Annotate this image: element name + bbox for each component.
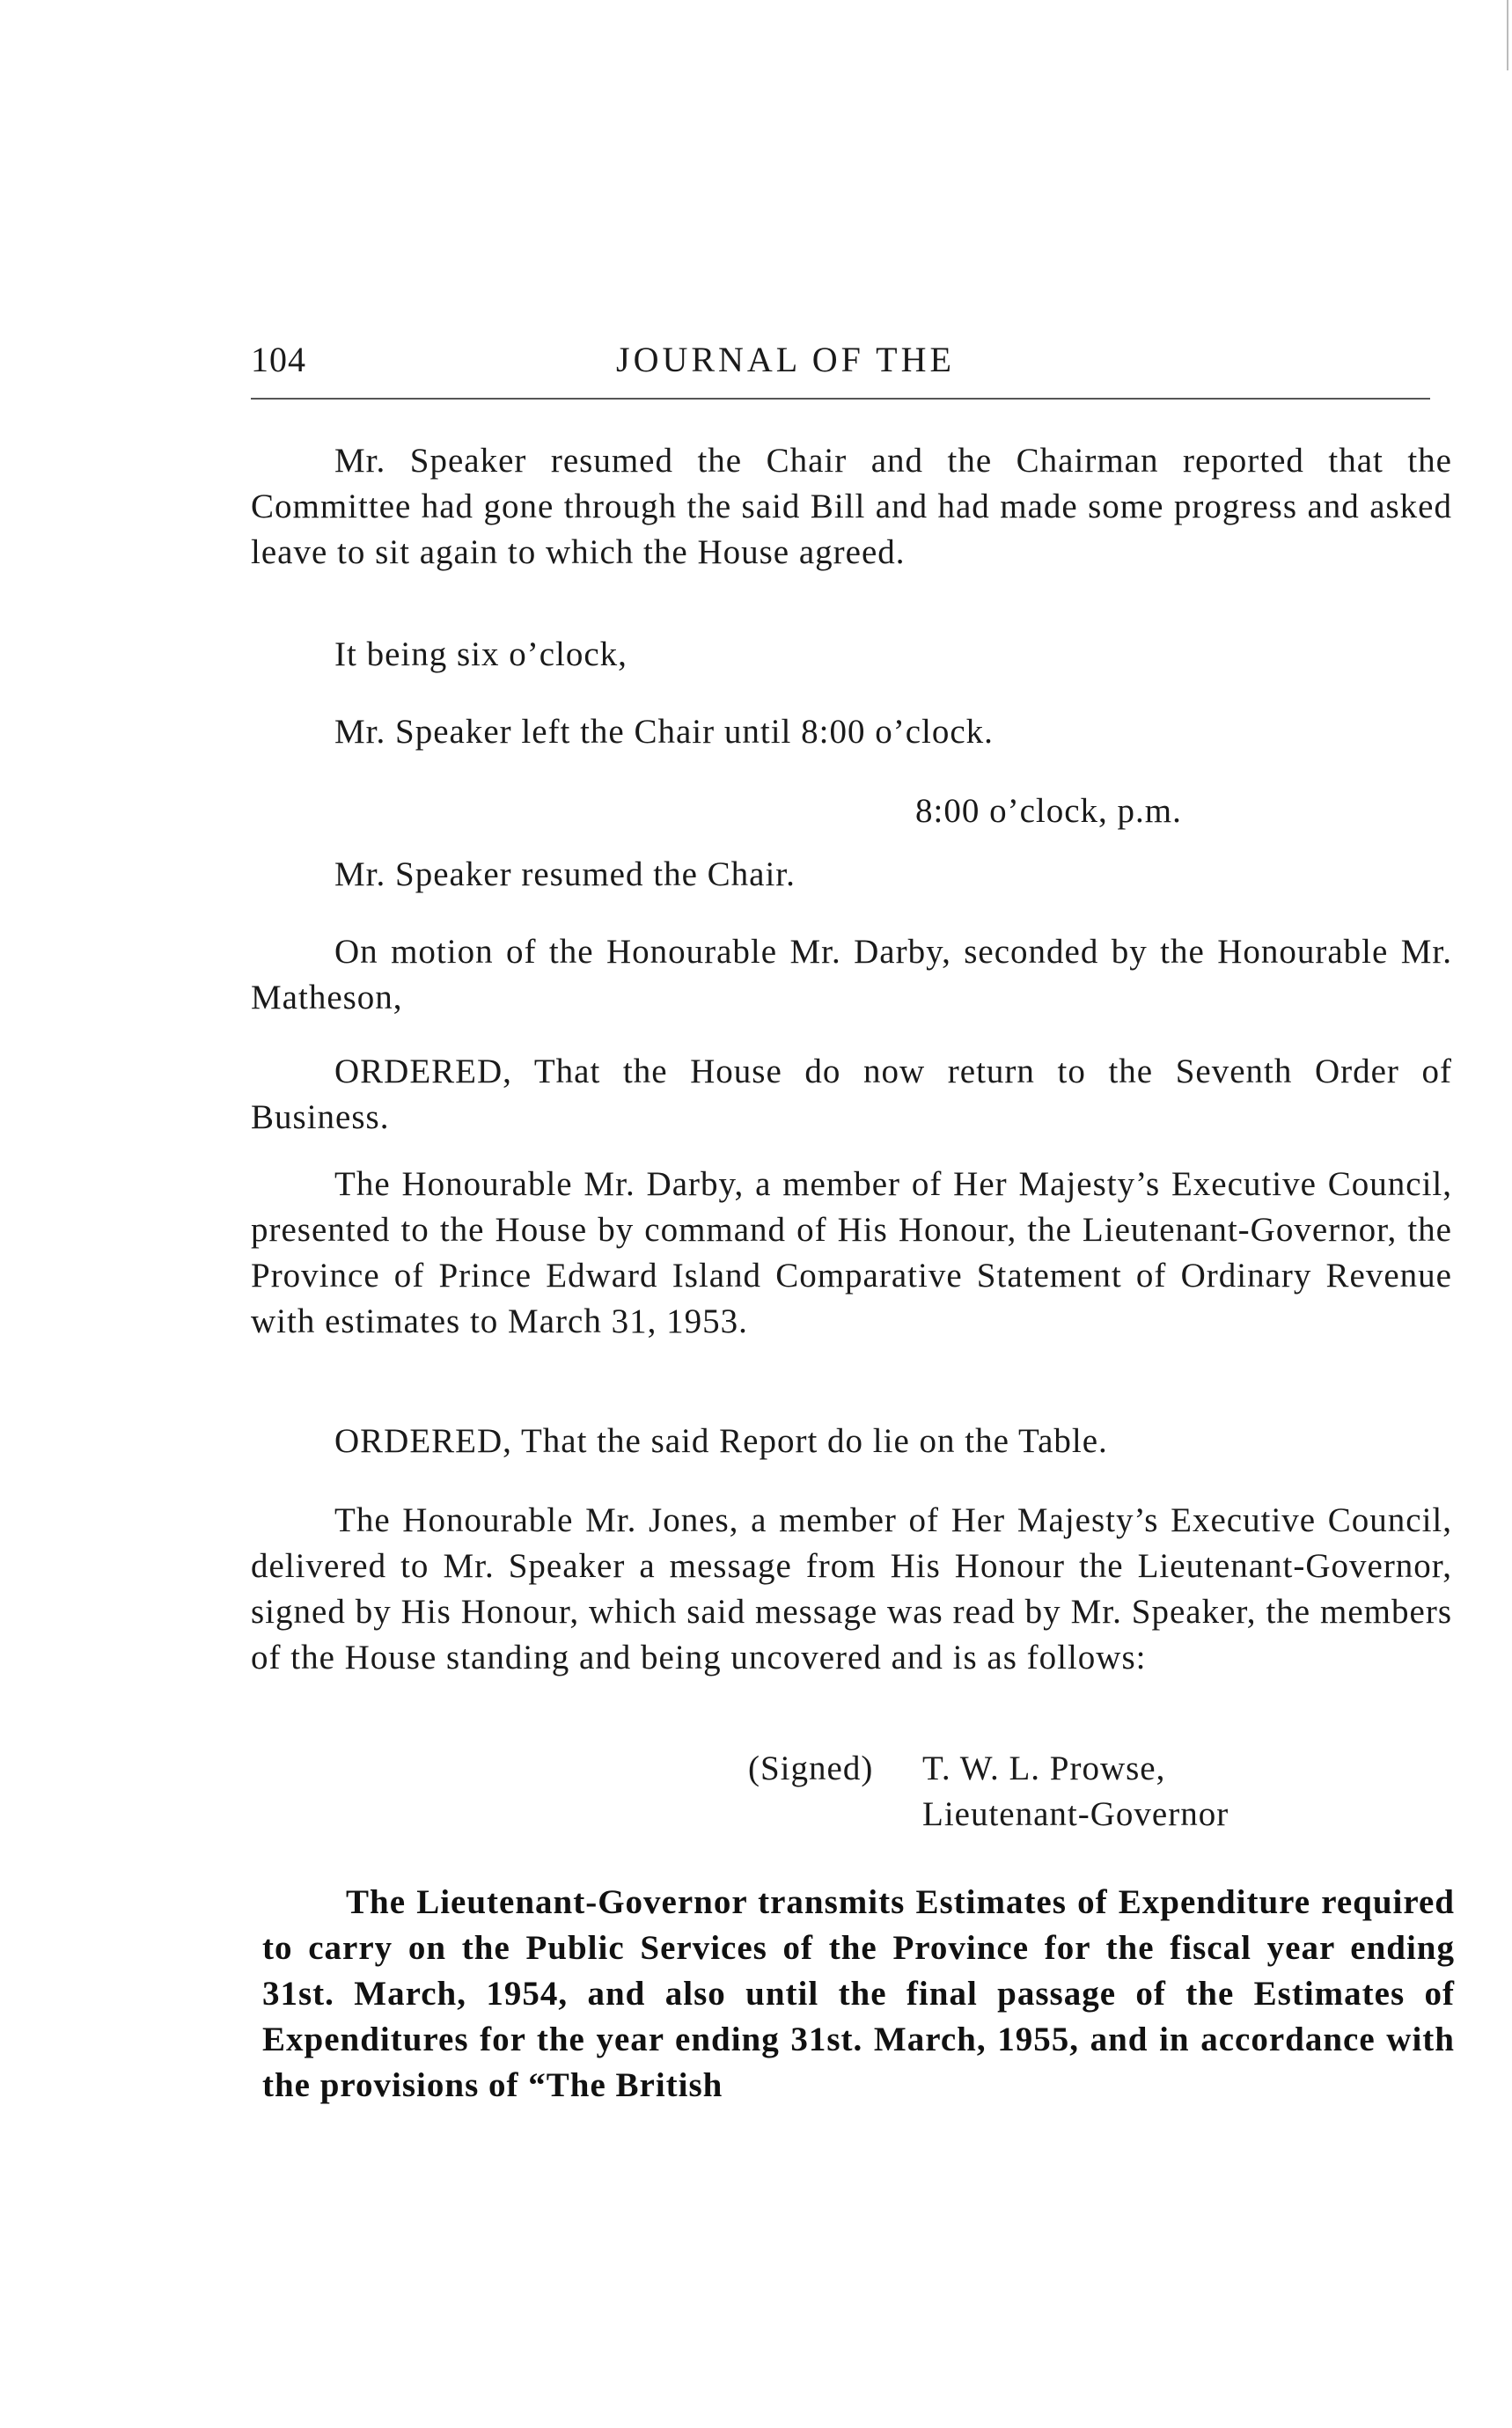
message-body: The Lieutenant-Governor transmits Estimates of Expenditure required to carry on the Public Services of the Province for the fiscal year ending 31st. March, 1954, and also until the final passage of the Estimates of Expenditures for the year ending 31st. March, 1955, and in accordance with the provisions of “The British — [262, 1883, 1455, 2104]
session-time: 8:00 o’clock, p.m. — [915, 792, 1182, 830]
scan-edge-mark — [1507, 0, 1508, 70]
paragraph-darby-statement: The Honourable Mr. Darby, a member of Her Majesty’s Executive Council, presented to the House by command of His Honour, the Lieutenant-Governor, the Province of Prince Edward Island Comparative Statement of Ordinary Revenue with estimates to March 31, 1953. — [251, 1165, 1452, 1340]
paragraph-speaker-resumed: Mr. Speaker resumed the Chair. — [334, 855, 796, 893]
page-header — [251, 339, 1430, 392]
running-head: JOURNAL OF THE — [616, 340, 955, 379]
page-number: 104 — [251, 340, 306, 379]
paragraph-speaker-left: Mr. Speaker left the Chair until 8:00 o’clock. — [334, 713, 994, 751]
signatory-title: Lieutenant-Governor — [922, 1795, 1229, 1833]
paragraph-committee-report: Mr. Speaker resumed the Chair and the Chairman reported that the Committee had gone through the said Bill and had made some progress and asked leave to sit again to which the House agreed. — [251, 442, 1452, 571]
paragraph-ordered-return: ORDERED, That the House do now return to the Seventh Order of Business. — [251, 1053, 1452, 1136]
paragraph-six-oclock: It being six o’clock, — [334, 635, 628, 673]
paragraph-jones-message: The Honourable Mr. Jones, a member of Her Majesty’s Executive Council, delivered to Mr. Speaker a message from His Honour the Lieutenant-Governor, signed by His Honour, which said message was read by Mr. Speaker, the members of the House standing and being uncovered and is as follows: — [251, 1501, 1452, 1676]
paragraph-ordered-table: ORDERED, That the said Report do lie on the Table. — [334, 1422, 1108, 1460]
signed-label: (Signed) — [748, 1749, 874, 1787]
paragraph-motion: On motion of the Honourable Mr. Darby, seconded by the Honourable Mr. Matheson, — [251, 933, 1452, 1016]
header-rule — [251, 398, 1430, 400]
signatory-name: T. W. L. Prowse, — [922, 1749, 1166, 1787]
